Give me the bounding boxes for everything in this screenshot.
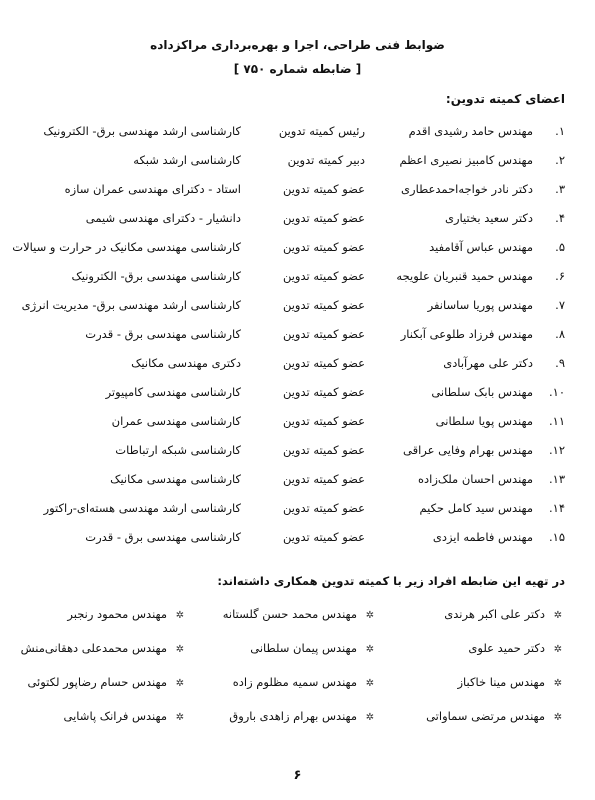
member-role: عضو کمیته تدوین: [282, 298, 365, 312]
collaborator-name: مهندس حسام رضاپور لکتوئی: [27, 675, 167, 689]
collaborator-name: دکتر علی اکبر هرندی: [444, 607, 545, 621]
member-number: ۲.: [555, 153, 565, 167]
member-row: [0, 233, 595, 262]
member-row: [0, 262, 595, 291]
member-role: عضو کمیته تدوین: [282, 385, 365, 399]
member-degree: کارشناسی مهندسی برق- الکترونیک: [71, 269, 241, 283]
member-row: [0, 146, 595, 175]
member-number: ۹.: [555, 356, 565, 370]
member-degree: کارشناسی مهندسی کامپیوتر: [105, 385, 241, 399]
member-name: مهندس بابک سلطانی: [431, 385, 533, 399]
member-row: [0, 117, 595, 146]
collaborators-heading: در تهیه این ضابطه افراد زیر با کمیته تدوین همکاری داشته‌اند:: [217, 574, 565, 588]
asterisk-bullet-icon: ✲: [365, 712, 375, 723]
member-name: مهندس پوریا ساسانفر: [427, 298, 533, 312]
member-number: ۱۲.: [548, 443, 565, 457]
member-number: ۱۱.: [548, 414, 565, 428]
collaborator-item: [21, 631, 187, 667]
member-degree: کارشناسی مهندسی برق - قدرت: [85, 530, 241, 544]
page-number: ۶: [293, 768, 302, 783]
member-number: ۱.: [555, 124, 565, 138]
member-degree: دانشیار - دکترای مهندسی شیمی: [85, 211, 241, 225]
members-heading: اعضای کمیته تدوین:: [445, 92, 565, 106]
member-row: [0, 465, 595, 494]
member-name: مهندس حمید قنبریان علویجه: [396, 269, 533, 283]
member-row: [0, 407, 595, 436]
member-row: [0, 436, 595, 465]
member-role: عضو کمیته تدوین: [282, 443, 365, 457]
member-row: [0, 175, 595, 204]
asterisk-bullet-icon: ✲: [175, 610, 185, 621]
asterisk-bullet-icon: ✲: [553, 610, 563, 621]
collaborator-row: [0, 597, 595, 631]
member-degree: کارشناسی ارشد شبکه: [133, 153, 241, 167]
member-degree: دکتری مهندسی مکانیک: [131, 356, 241, 370]
collaborators-list: [0, 597, 595, 733]
collaborator-item: [229, 699, 377, 735]
collaborator-name: مهندس محمدعلی دهقانی‌منش: [20, 641, 167, 655]
collaborator-row: [0, 665, 595, 699]
member-degree: کارشناسی مهندسی عمران: [111, 414, 241, 428]
member-role: عضو کمیته تدوین: [282, 472, 365, 486]
member-degree: کارشناسی مهندسی مکانیک: [110, 472, 241, 486]
member-degree: کارشناسی ارشد مهندسی برق- الکترونیک: [43, 124, 241, 138]
member-role: عضو کمیته تدوین: [282, 269, 365, 283]
member-number: ۸.: [555, 327, 565, 341]
collaborator-name: مهندس مرتضی سماواتی: [426, 709, 545, 723]
member-name: دکتر علی مهرآبادی: [443, 356, 533, 370]
collaborator-item: [64, 699, 187, 735]
asterisk-bullet-icon: ✲: [553, 644, 563, 655]
document-title: ضوابط فنی طراحی، اجرا و بهره‌برداری مراکزداده: [150, 38, 445, 52]
member-number: ۱۵.: [548, 530, 565, 544]
asterisk-bullet-icon: ✲: [553, 712, 563, 723]
collaborator-row: [0, 631, 595, 665]
collaborator-name: مهندس سمیه مظلوم زاده: [232, 675, 357, 689]
asterisk-bullet-icon: ✲: [365, 610, 375, 621]
collaborator-row: [0, 699, 595, 733]
member-number: ۴.: [555, 211, 565, 225]
collaborator-item: [426, 699, 565, 735]
collaborator-item: [27, 665, 187, 701]
asterisk-bullet-icon: ✲: [175, 644, 185, 655]
asterisk-bullet-icon: ✲: [175, 712, 185, 723]
member-name: مهندس پویا سلطانی: [435, 414, 533, 428]
member-name: مهندس بهرام وفایی عراقی: [403, 443, 533, 457]
member-name: مهندس عباس آقامفید: [429, 240, 533, 254]
member-row: [0, 378, 595, 407]
collaborator-item: [67, 597, 187, 633]
members-list: [0, 117, 595, 552]
member-name: مهندس کامبیز نصیری اعظم: [399, 153, 533, 167]
member-degree: استاد - دکترای مهندسی عمران سازه: [64, 182, 241, 196]
collaborator-name: دکتر حمید علوی: [468, 641, 545, 655]
member-name: مهندس حامد رشیدی اقدم: [408, 124, 533, 138]
member-role: عضو کمیته تدوین: [282, 501, 365, 515]
asterisk-bullet-icon: ✲: [553, 678, 563, 689]
member-degree: کارشناسی مهندسی برق - قدرت: [85, 327, 241, 341]
member-number: ۷.: [555, 298, 565, 312]
member-row: [0, 349, 595, 378]
collaborator-item: [457, 665, 565, 701]
member-number: ۶.: [555, 269, 565, 283]
member-role: عضو کمیته تدوین: [282, 327, 365, 341]
document-header: [0, 36, 595, 78]
member-role: عضو کمیته تدوین: [282, 414, 365, 428]
collaborator-name: مهندس بهرام زاهدی باروق: [229, 709, 357, 723]
member-role: عضو کمیته تدوین: [282, 356, 365, 370]
member-row: [0, 291, 595, 320]
member-number: ۱۰.: [548, 385, 565, 399]
asterisk-bullet-icon: ✲: [365, 644, 375, 655]
member-degree: کارشناسی شبکه ارتباطات: [115, 443, 241, 457]
asterisk-bullet-icon: ✲: [175, 678, 185, 689]
member-row: [0, 204, 595, 233]
member-row: [0, 523, 595, 552]
member-name: مهندس فرزاد طلوعی آبکنار: [400, 327, 533, 341]
collaborator-item: [233, 665, 377, 701]
asterisk-bullet-icon: ✲: [365, 678, 375, 689]
member-number: ۵.: [555, 240, 565, 254]
member-name: مهندس فاطمه ایزدی: [432, 530, 533, 544]
collaborator-item: [250, 631, 377, 667]
member-role: عضو کمیته تدوین: [282, 240, 365, 254]
collaborator-name: مهندس محمد حسن گلستانه: [222, 607, 357, 621]
member-degree: کارشناسی مهندسی مکانیک در حرارت و سیالات: [12, 240, 241, 254]
collaborator-item: [223, 597, 377, 633]
member-number: ۳.: [555, 182, 565, 196]
member-role: عضو کمیته تدوین: [282, 530, 365, 544]
member-row: [0, 320, 595, 349]
member-role: عضو کمیته تدوین: [282, 211, 365, 225]
collaborator-item: [468, 631, 565, 667]
member-number: ۱۴.: [548, 501, 565, 515]
member-degree: کارشناسی ارشد مهندسی هسته‌ای-راکتور: [43, 501, 241, 515]
member-name: دکتر نادر خواجه‌احمدعطاری: [401, 182, 533, 196]
member-role: رئیس کمیته تدوین: [278, 124, 365, 138]
collaborator-name: مهندس پیمان سلطانی: [250, 641, 357, 655]
member-name: مهندس سید کامل حکیم: [419, 501, 533, 515]
member-name: مهندس احسان ملک‌زاده: [418, 472, 533, 486]
member-name: دکتر سعید بختیاری: [444, 211, 533, 225]
collaborator-name: مهندس مینا خاکباز: [457, 675, 545, 689]
member-number: ۱۳.: [548, 472, 565, 486]
collaborator-item: [444, 597, 565, 633]
collaborator-name: مهندس فرانک پاشایی: [63, 709, 167, 723]
collaborator-name: مهندس محمود رنجبر: [67, 607, 167, 621]
member-role: عضو کمیته تدوین: [282, 182, 365, 196]
standard-number: [ ضابطه شماره ۷۵۰ ]: [233, 62, 362, 76]
member-row: [0, 494, 595, 523]
member-role: دبیر کمیته تدوین: [287, 153, 365, 167]
member-degree: کارشناسی ارشد مهندسی برق- مدیریت انرژی: [21, 298, 241, 312]
